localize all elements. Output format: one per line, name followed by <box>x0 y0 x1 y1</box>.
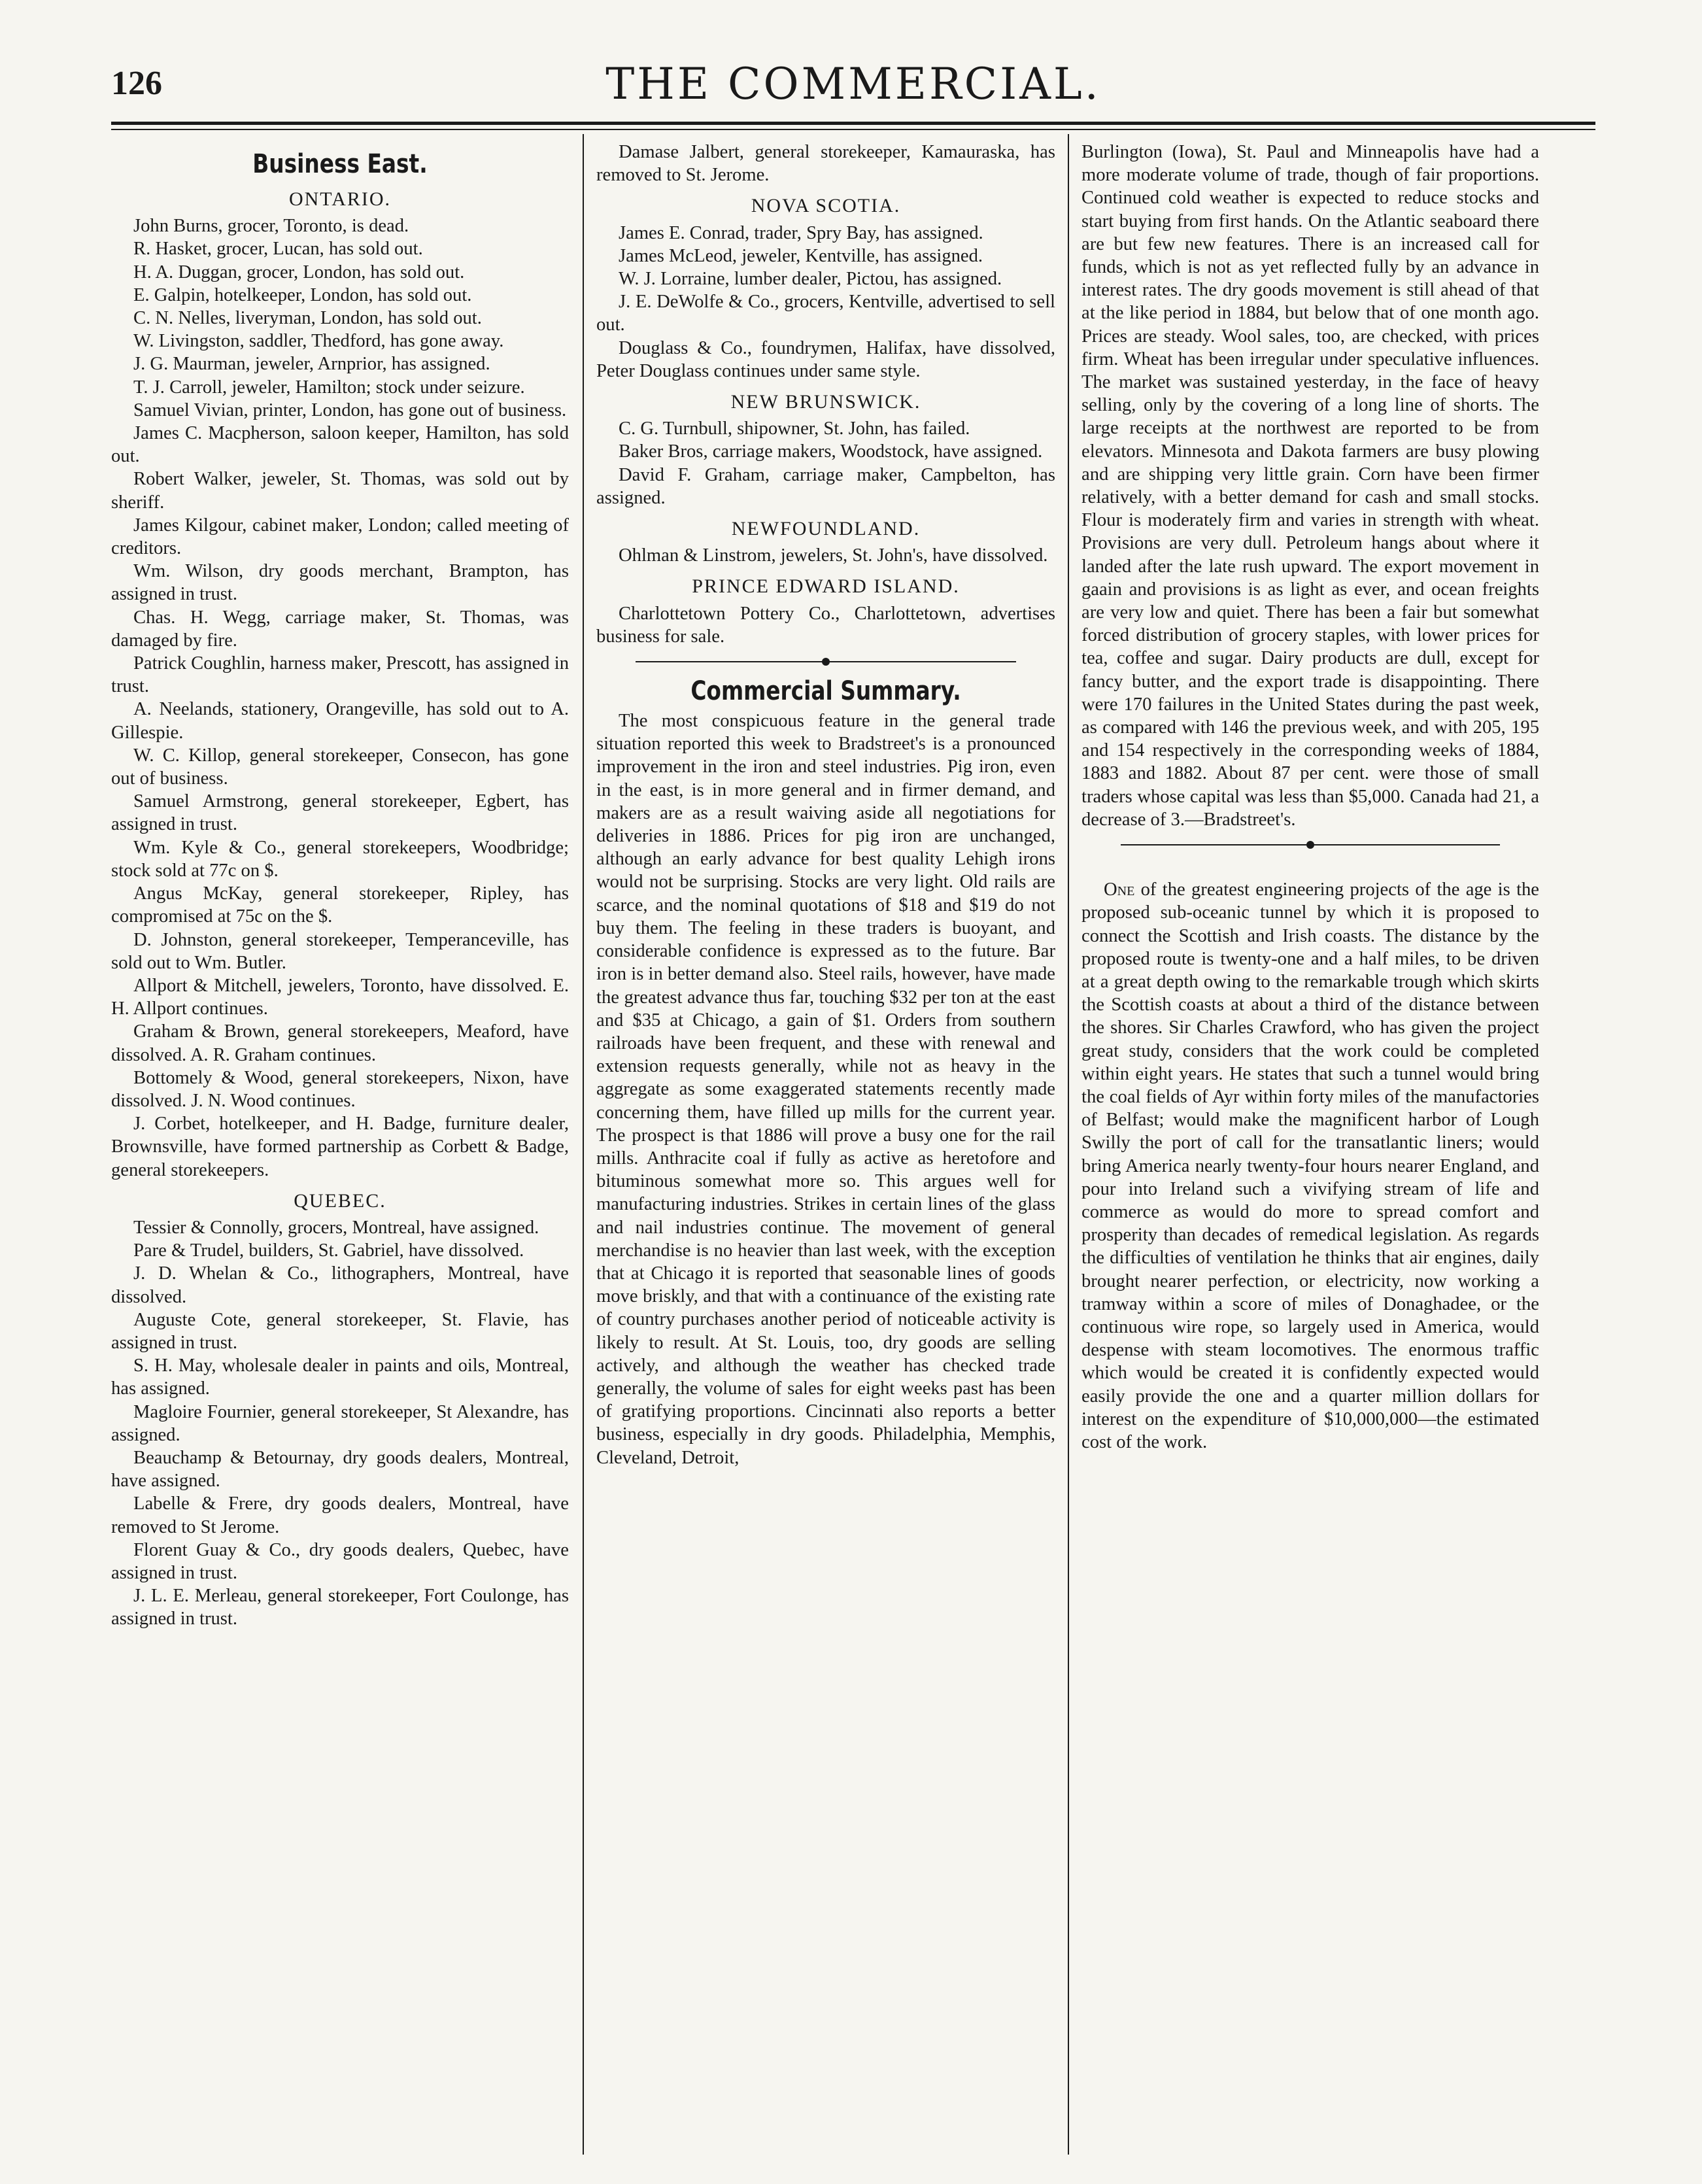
list-item: John Burns, grocer, Toronto, is dead. <box>133 216 409 237</box>
list-item: J. G. Maurman, jeweler, Arnprior, has assigned. <box>133 354 490 375</box>
masthead <box>111 59 1595 118</box>
list-item: T. J. Carroll, jeweler, Hamilton; stock under seizure. <box>133 377 525 398</box>
list-item: David F. Graham, carriage maker, Campbelton, has assigned. <box>596 464 1055 508</box>
list-item: Auguste Cote, general storekeeper, St. Flavie, has assigned in trust. <box>111 1309 569 1353</box>
column-provinces-and-summary <box>596 141 1055 2155</box>
list-item: J. E. DeWolfe & Co., grocers, Kentville, advertised to sell out. <box>596 292 1055 335</box>
list-item: Chas. H. Wegg, carriage maker, St. Thomas, was damaged by fire. <box>111 607 569 651</box>
list-item: W. J. Lorraine, lumber dealer, Pictou, has assigned. <box>619 269 1002 290</box>
page-number: 126 <box>111 65 162 102</box>
list-item: R. Hasket, grocer, Lucan, has sold out. <box>133 239 423 260</box>
list-item: Bottomely & Wood, general storekeepers, Nixon, have dissolved. J. N. Wood continues. <box>111 1067 569 1111</box>
list-item: S. H. May, wholesale dealer in paints and oils, Montreal, has assigned. <box>111 1356 569 1399</box>
column-summary-and-tunnel <box>1081 141 1539 2155</box>
list-item: W. C. Killop, general storekeeper, Consecon, has gone out of business. <box>111 745 569 789</box>
province-heading-pei: PRINCE EDWARD ISLAND. <box>692 575 960 598</box>
list-item: James C. Macpherson, saloon keeper, Hamilton, has sold out. <box>111 423 569 467</box>
list-item: Angus McKay, general storekeeper, Ripley, has compromised at 75c on the $. <box>111 883 569 927</box>
header-rule-thick <box>111 122 1595 125</box>
province-heading-newfoundland: NEWFOUNDLAND. <box>731 518 921 540</box>
section-heading-commercial-summary: Commercial Summary. <box>690 676 961 707</box>
header-rule-thin <box>111 129 1595 130</box>
list-item: D. Johnston, general storekeeper, Temperanceville, has sold out to Wm. Butler. <box>111 929 569 973</box>
list-item: Ohlman & Linstrom, jewelers, St. John's, have dissolved. <box>619 545 1048 566</box>
list-item: James E. Conrad, trader, Spry Bay, has assigned. <box>619 222 983 243</box>
section-divider-ornament <box>1121 839 1500 851</box>
newspaper-title: THE COMMERCIAL. <box>605 59 1101 109</box>
drop-word: One <box>1104 879 1135 900</box>
article-paragraph: The most conspicuous feature in the general trade situation reported this week to Bradstreet's is a pronounced improvement in the iron and steel industries. Pig iron, even in the east, is in more general and in firmer demand, and makers are as a result waiving aside all negotiations for deliveries in 1886. Prices for pig iron are unchanged, although an early advance for best quality Lehigh irons would not be surprising. Stocks are very light. Old rails are scarce, and the nominal quotations of $18 and $19 do not buy them. The feeling in these traders is buoyant, and considerable confidence is expressed as to the future. Bar iron is in better demand also. Steel rails, however, have made the greatest advance thus far, touching $32 per ton at the east and $35 at Chicago, a gain of $1. Orders from southern railroads have been frequent, and these with renewal and extension requests generally, while not as heavy in the aggregate as some exaggerated statements recently made concerning them, have filled up mills for the current year. The prospect is that 1886 will prove a busy one for the rail mills. Anthracite coal if fully as active as heretofore and bituminous somewhat more so. This argues well for manufacturing industries. Strikes in certain lines of the glass and nail industries continue. The movement of general merchandise is no heavier than last week, with the exception that at Chicago it is reported that seasonable lines of goods move briskly, and that with a continuance of the existing rate of country purchases another period of noticeable activity is likely to result. At St. Louis, too, dry goods are selling actively, and although the weather has checked trade generally, the volume of sales for eight weeks past has been of gratifying proportions. Cincinnati also reports a better business, especially in dry goods. Philadelphia, Memphis, Cleveland, Detroit, <box>596 711 1055 1468</box>
list-item: J. D. Whelan & Co., lithographers, Montreal, have dissolved. <box>111 1263 569 1307</box>
list-item: Pare & Trudel, builders, St. Gabriel, have dissolved. <box>133 1240 524 1261</box>
list-item: J. Corbet, hotelkeeper, and H. Badge, furniture dealer, Brownsville, have formed partnership as Corbett & Badge, general storekeepers. <box>111 1114 569 1180</box>
list-item: Baker Bros, carriage makers, Woodstock, have assigned. <box>619 441 1043 462</box>
list-item: A. Neelands, stationery, Orangeville, has sold out to A. Gillespie. <box>111 699 569 743</box>
list-item: Robert Walker, jeweler, St. Thomas, was sold out by sheriff. <box>111 469 569 513</box>
list-item: Patrick Coughlin, harness maker, Prescott, has assigned in trust. <box>111 653 569 697</box>
article-paragraph: Burlington (Iowa), St. Paul and Minneapolis have had a more moderate volume of trade, though of fair proportions. Continued cold weather is expected to reduce stocks and start buying from first hands. On the Atlantic seaboard there are but few new features. There is an increased call for funds, which is not as yet reflected fully by an advance in interest rates. The dry goods movement is still ahead of that at the like period in 1884, but below that of one month ago. Prices are steady. Wool sales, too, are checked, with prices firm. Wheat has been irregular under speculative influences. The market was sustained yesterday, in the face of heavy selling, only by the covering of a long line of shorts. The large receipts at the northwest are reported to be from elevators. Minnesota and Dakota farmers are busy plowing and are shipping very little grain. Corn have been firmer relatively, with a better demand for cash and small stocks. Flour is moderately firm and varies in strength with wheat. Provisions are very dull. Petroleum hangs about where it landed after the late rush upward. The export movement in gaain and provisions is as light as ever, and ocean freights are very low and quiet. There has been a fair but somewhat forced distribution of grocery staples, with lower prices for tea, coffee and sugar. Dairy products are dull, except for fancy butter, and the export trade is disappointing. There were 170 failures in the United States during the past week, as compared with 146 the previous week, and with 205, 195 and 154 respectively in the corresponding weeks of 1884, 1883 and 1882. About 87 per cent. were those of small traders whose capital was less than $5,000. Canada had 21, a decrease of 3.—Bradstreet's. <box>1081 142 1539 830</box>
list-item: Samuel Vivian, printer, London, has gone out of business. <box>133 400 567 420</box>
list-item: Beauchamp & Betournay, dry goods dealers, Montreal, have assigned. <box>111 1447 569 1492</box>
quebec-entries <box>111 1216 569 1631</box>
list-item: C. N. Nelles, liveryman, London, has sold out. <box>133 308 482 329</box>
list-item: Florent Guay & Co., dry goods dealers, Quebec, have assigned in trust. <box>111 1539 569 1583</box>
column-divider <box>1068 134 1069 2155</box>
tunnel-article-text: of the greatest engineering projects of the age is the proposed sub-oceanic tunnel by which it is proposed to connect the Scottish and Irish coasts. The distance by the proposed route is twenty-one and a half miles, to be driven at a great depth owing to the remarkable trough which skirts the Scottish coasts at about a third of the distance between the shores. Sir Charles Crawford, who has given the project great study, considers that the work could be completed within eight years. He states that such a tunnel would bring the coal fields of Ayr within forty miles of the manufactories of Belfast; would make the magnificent harbor of Lough Swilly the port of call for the transatlantic liners; would bring America nearly twenty-four hours nearer England, and pour into Ireland such a vivifying stream of life and commerce as would do more to spread comfort and prosperity than decades of remedical legislation. As regards the difficulties of ventilation he thinks that air engines, daily brought nearer perfection, or electricity, now working a tramway within a score of miles of Donaghadee, or the continuous wire rope, so largely used in America, would despense with steam locomotives. The enormous traffic which would be created it is confidently expected would easily provide the one and a quarter million dollars for interest on the expenditure of $10,000,000—the estimated cost of the work. <box>1081 879 1539 1452</box>
list-item: Wm. Kyle & Co., general storekeepers, Woodbridge; stock sold at 77c on $. <box>111 837 569 881</box>
column-divider <box>583 134 584 2155</box>
list-item: W. Livingston, saddler, Thedford, has gone away. <box>133 331 504 352</box>
list-item: Douglass & Co., foundrymen, Halifax, have dissolved, Peter Douglass continues under same style. <box>596 337 1055 381</box>
list-item: E. Galpin, hotelkeeper, London, has sold out. <box>133 284 472 305</box>
ontario-entries <box>111 214 569 1182</box>
list-item: Samuel Armstrong, general storekeeper, Egbert, has assigned in trust. <box>111 791 569 835</box>
list-item: Graham & Brown, general storekeepers, Meaford, have dissolved. A. R. Graham continues. <box>111 1021 569 1065</box>
tunnel-article-paragraph <box>1081 878 1539 1454</box>
list-item: H. A. Duggan, grocer, London, has sold out. <box>133 262 465 282</box>
list-item: Damase Jalbert, general storekeeper, Kamauraska, has removed to St. Jerome. <box>596 142 1055 186</box>
list-item: C. G. Turnbull, shipowner, St. John, has failed. <box>619 418 970 439</box>
list-item: Labelle & Frere, dry goods dealers, Montreal, have removed to St Jerome. <box>111 1493 569 1537</box>
section-heading-business-east: Business East. <box>252 149 428 179</box>
column-business-east <box>111 141 569 2155</box>
province-heading-ontario: ONTARIO. <box>288 188 392 210</box>
list-item: James Kilgour, cabinet maker, London; called meeting of creditors. <box>111 515 569 559</box>
province-heading-quebec: QUEBEC. <box>294 1189 386 1212</box>
list-item: Allport & Mitchell, jewelers, Toronto, have dissolved. E. H. Allport continues. <box>111 975 569 1019</box>
list-item: Wm. Wilson, dry goods merchant, Brampton, has assigned in trust. <box>111 561 569 605</box>
list-item: J. L. E. Merleau, general storekeeper, Fort Coulonge, has assigned in trust. <box>111 1586 569 1629</box>
province-heading-new-brunswick: NEW BRUNSWICK. <box>730 391 921 413</box>
province-heading-nova-scotia: NOVA SCOTIA. <box>751 195 901 217</box>
list-item: Tessier & Connolly, grocers, Montreal, have assigned. <box>133 1217 539 1238</box>
list-item: James McLeod, jeweler, Kentville, has assigned. <box>619 245 983 266</box>
spacer <box>1081 856 1539 878</box>
list-item: Charlottetown Pottery Co., Charlottetown, advertises business for sale. <box>596 603 1055 647</box>
section-divider-ornament <box>636 656 1016 668</box>
list-item: Magloire Fournier, general storekeeper, St Alexandre, has assigned. <box>111 1401 569 1445</box>
